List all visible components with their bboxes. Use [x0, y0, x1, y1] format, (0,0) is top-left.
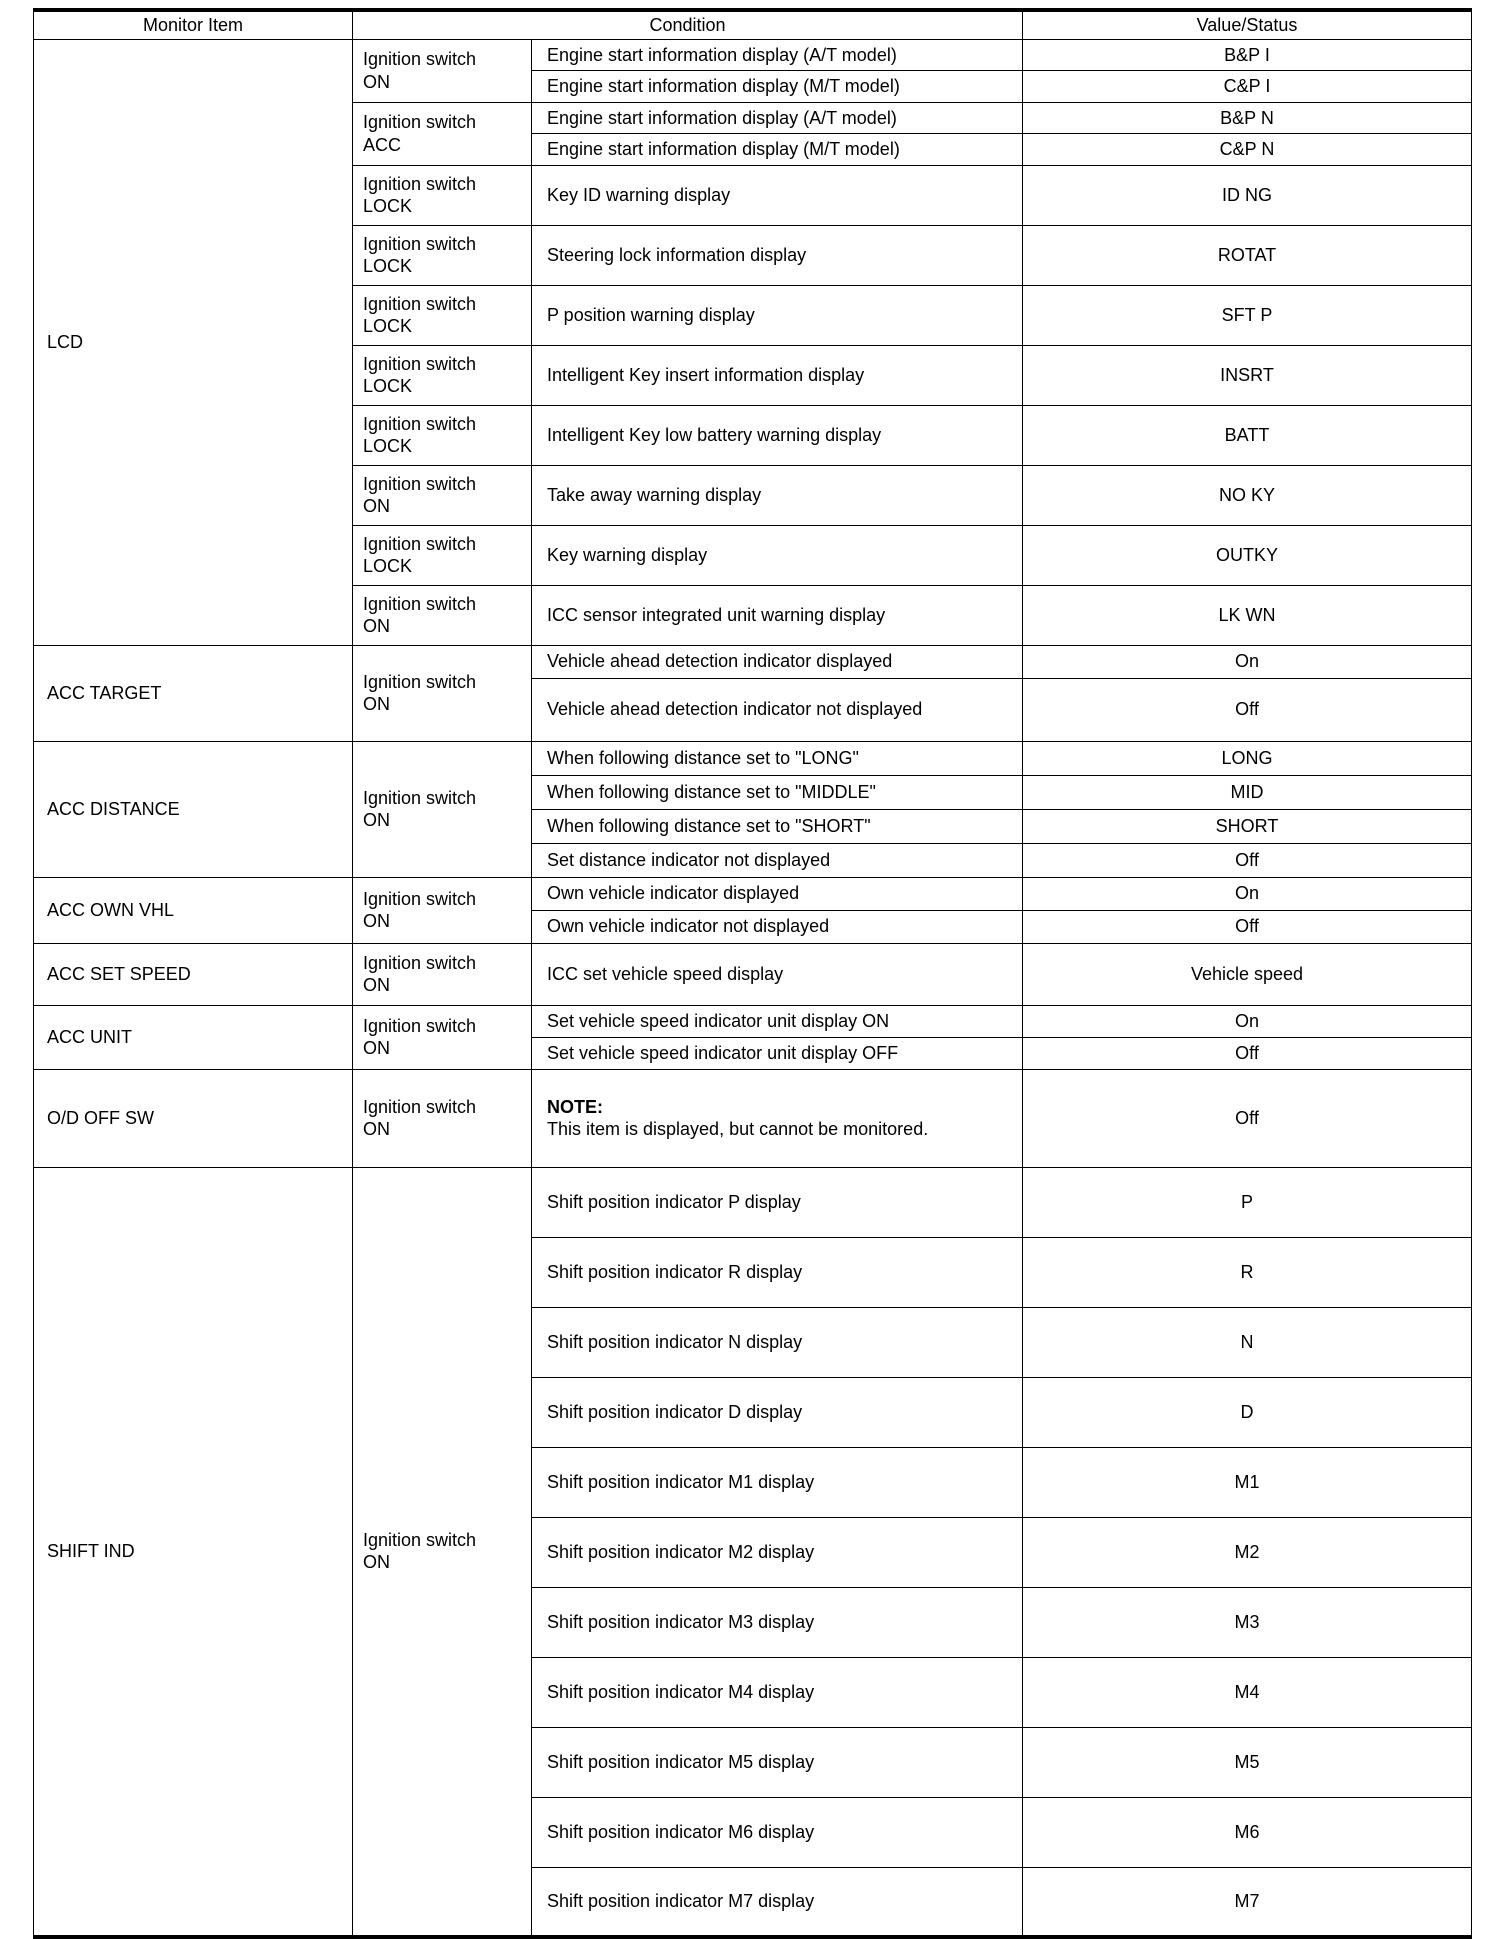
condition-cell: Vehicle ahead detection indicator displayed [532, 645, 1023, 678]
condition-cell: Shift position indicator M6 display [532, 1797, 1023, 1867]
monitor-cell-acc-distance: ACC DISTANCE [34, 741, 353, 877]
monitor-cell-acc-own-vhl: ACC OWN VHL [34, 877, 353, 943]
condition-cell: Shift position indicator M2 display [532, 1517, 1023, 1587]
condition-cell: Shift position indicator M4 display [532, 1657, 1023, 1727]
value-cell: On [1023, 1005, 1472, 1037]
value-cell: Off [1023, 910, 1472, 943]
condition-cell: Engine start information display (M/T model) [532, 134, 1023, 166]
monitor-cell-od-off-sw: O/D OFF SW [34, 1069, 353, 1167]
ignition-switch-state: ON [363, 496, 390, 516]
condition-cell: Set distance indicator not displayed [532, 843, 1023, 877]
value-cell: SHORT [1023, 809, 1472, 843]
ignition-switch-cell [353, 943, 532, 1005]
ignition-switch-label: Ignition switch [363, 952, 477, 973]
ignition-switch-cell [353, 877, 532, 943]
table-row [34, 1167, 1472, 1237]
table-row [34, 1005, 1472, 1037]
condition-cell: Engine start information display (M/T model) [532, 71, 1023, 103]
monitor-cell-lcd: LCD [34, 39, 353, 645]
ignition-switch-label: Ignition switch [363, 533, 477, 554]
condition-cell: ICC set vehicle speed display [532, 943, 1023, 1005]
condition-cell: Intelligent Key low battery warning display [532, 405, 1023, 465]
ignition-switch-label: Ignition switch [363, 1529, 477, 1550]
ignition-switch-state: ON [363, 694, 390, 714]
ignition-switch-state: LOCK [363, 556, 413, 576]
value-cell: C&P I [1023, 71, 1472, 103]
ignition-switch-label: Ignition switch [363, 593, 477, 614]
ignition-switch-label: Ignition switch [363, 888, 477, 909]
ignition-switch-label: Ignition switch [363, 49, 477, 69]
header-row [34, 10, 1472, 39]
ignition-switch-label: Ignition switch [363, 173, 477, 194]
condition-cell: Shift position indicator M3 display [532, 1587, 1023, 1657]
ignition-switch-state: ACC [363, 134, 402, 155]
ignition-switch-state: ON [363, 71, 390, 92]
ignition-switch-label: Ignition switch [363, 1096, 477, 1117]
value-cell: B&P N [1023, 102, 1472, 134]
header-monitor-item: Monitor Item [34, 10, 353, 39]
ignition-switch-cell [353, 285, 532, 345]
ignition-switch-cell [353, 225, 532, 285]
table-row [34, 741, 1472, 775]
value-cell: LONG [1023, 741, 1472, 775]
condition-cell: Shift position indicator D display [532, 1377, 1023, 1447]
monitor-cell-acc-target: ACC TARGET [34, 645, 353, 741]
value-cell: M5 [1023, 1727, 1472, 1797]
value-cell: Vehicle speed [1023, 943, 1472, 1005]
condition-cell: ICC sensor integrated unit warning display [532, 585, 1023, 645]
ignition-switch-cell [353, 405, 532, 465]
value-cell: N [1023, 1307, 1472, 1377]
condition-cell: Engine start information display (A/T model) [532, 102, 1023, 134]
ignition-switch-state: ON [363, 810, 390, 830]
value-cell: C&P N [1023, 134, 1472, 166]
table-row [34, 645, 1472, 678]
value-cell: D [1023, 1377, 1472, 1447]
ignition-switch-cell [353, 39, 532, 102]
ignition-switch-label: Ignition switch [363, 112, 477, 132]
ignition-switch-state: ON [363, 1038, 390, 1058]
ignition-switch-cell [353, 345, 532, 405]
header-condition: Condition [353, 10, 1023, 39]
value-cell: Off [1023, 678, 1472, 741]
condition-cell: When following distance set to "SHORT" [532, 809, 1023, 843]
condition-cell: Shift position indicator M5 display [532, 1727, 1023, 1797]
ignition-switch-cell [353, 165, 532, 225]
ignition-switch-state: ON [363, 911, 390, 931]
ignition-switch-label: Ignition switch [363, 413, 477, 434]
value-cell: R [1023, 1237, 1472, 1307]
ignition-switch-state: LOCK [363, 436, 413, 456]
ignition-switch-label: Ignition switch [363, 353, 477, 374]
condition-cell: Shift position indicator M7 display [532, 1867, 1023, 1937]
value-cell: P [1023, 1167, 1472, 1237]
monitor-cell-acc-unit: ACC UNIT [34, 1005, 353, 1069]
ignition-switch-cell [353, 1167, 532, 1937]
value-cell: ID NG [1023, 165, 1472, 225]
condition-cell: When following distance set to "MIDDLE" [532, 775, 1023, 809]
condition-cell: Intelligent Key insert information display [532, 345, 1023, 405]
value-cell: Off [1023, 1069, 1472, 1167]
condition-cell: Engine start information display (A/T model) [532, 39, 1023, 71]
ignition-switch-cell [353, 1005, 532, 1069]
table-row [34, 1069, 1472, 1167]
ignition-switch-state: LOCK [363, 376, 413, 396]
ignition-switch-cell [353, 585, 532, 645]
header-value-status: Value/Status [1023, 10, 1472, 39]
ignition-switch-label: Ignition switch [363, 473, 477, 494]
table-row [34, 943, 1472, 1005]
ignition-switch-label: Ignition switch [363, 787, 477, 808]
note-label: NOTE: [547, 1096, 603, 1117]
condition-cell: Shift position indicator N display [532, 1307, 1023, 1377]
ignition-switch-label: Ignition switch [363, 1015, 477, 1036]
ignition-switch-label: Ignition switch [363, 233, 477, 254]
ignition-switch-cell [353, 525, 532, 585]
condition-cell: Key ID warning display [532, 165, 1023, 225]
monitor-cell-shift-ind: SHIFT IND [34, 1167, 353, 1937]
value-cell: LK WN [1023, 585, 1472, 645]
ignition-switch-label: Ignition switch [363, 671, 477, 692]
value-cell: SFT P [1023, 285, 1472, 345]
value-cell: BATT [1023, 405, 1472, 465]
value-cell: M1 [1023, 1447, 1472, 1517]
condition-cell: Take away warning display [532, 465, 1023, 525]
condition-cell: P position warning display [532, 285, 1023, 345]
monitor-cell-acc-set-speed: ACC SET SPEED [34, 943, 353, 1005]
value-cell: MID [1023, 775, 1472, 809]
value-cell: NO KY [1023, 465, 1472, 525]
value-cell: M4 [1023, 1657, 1472, 1727]
monitor-item-table [33, 8, 1472, 1939]
value-cell: On [1023, 877, 1472, 910]
ignition-switch-label: Ignition switch [363, 293, 477, 314]
condition-note-cell [532, 1069, 1023, 1167]
ignition-switch-cell [353, 465, 532, 525]
ignition-switch-cell [353, 1069, 532, 1167]
condition-cell: Own vehicle indicator not displayed [532, 910, 1023, 943]
value-cell: M2 [1023, 1517, 1472, 1587]
table-row [34, 877, 1472, 910]
condition-cell: Shift position indicator M1 display [532, 1447, 1023, 1517]
ignition-switch-state: ON [363, 1119, 390, 1139]
value-cell: INSRT [1023, 345, 1472, 405]
value-cell: B&P I [1023, 39, 1472, 71]
value-cell: M6 [1023, 1797, 1472, 1867]
ignition-switch-cell [353, 741, 532, 877]
condition-cell: Vehicle ahead detection indicator not displayed [532, 678, 1023, 741]
ignition-switch-state: LOCK [363, 196, 413, 216]
ignition-switch-state: ON [363, 616, 390, 636]
value-cell: M3 [1023, 1587, 1472, 1657]
ignition-switch-state: ON [363, 975, 390, 995]
condition-cell: Set vehicle speed indicator unit display OFF [532, 1037, 1023, 1069]
note-text: This item is displayed, but cannot be monitored. [547, 1119, 929, 1139]
condition-cell: Key warning display [532, 525, 1023, 585]
table-row [34, 39, 1472, 71]
condition-cell: Shift position indicator P display [532, 1167, 1023, 1237]
value-cell: M7 [1023, 1867, 1472, 1937]
ignition-switch-state: ON [363, 1552, 390, 1573]
value-cell: Off [1023, 1037, 1472, 1069]
ignition-switch-cell [353, 645, 532, 741]
value-cell: ROTAT [1023, 225, 1472, 285]
condition-cell: When following distance set to "LONG" [532, 741, 1023, 775]
value-cell: Off [1023, 843, 1472, 877]
ignition-switch-state: LOCK [363, 256, 413, 276]
ignition-switch-state: LOCK [363, 316, 413, 336]
condition-cell: Shift position indicator R display [532, 1237, 1023, 1307]
condition-cell: Steering lock information display [532, 225, 1023, 285]
condition-cell: Set vehicle speed indicator unit display ON [532, 1005, 1023, 1037]
value-cell: OUTKY [1023, 525, 1472, 585]
ignition-switch-cell [353, 102, 532, 165]
value-cell: On [1023, 645, 1472, 678]
condition-cell: Own vehicle indicator displayed [532, 877, 1023, 910]
